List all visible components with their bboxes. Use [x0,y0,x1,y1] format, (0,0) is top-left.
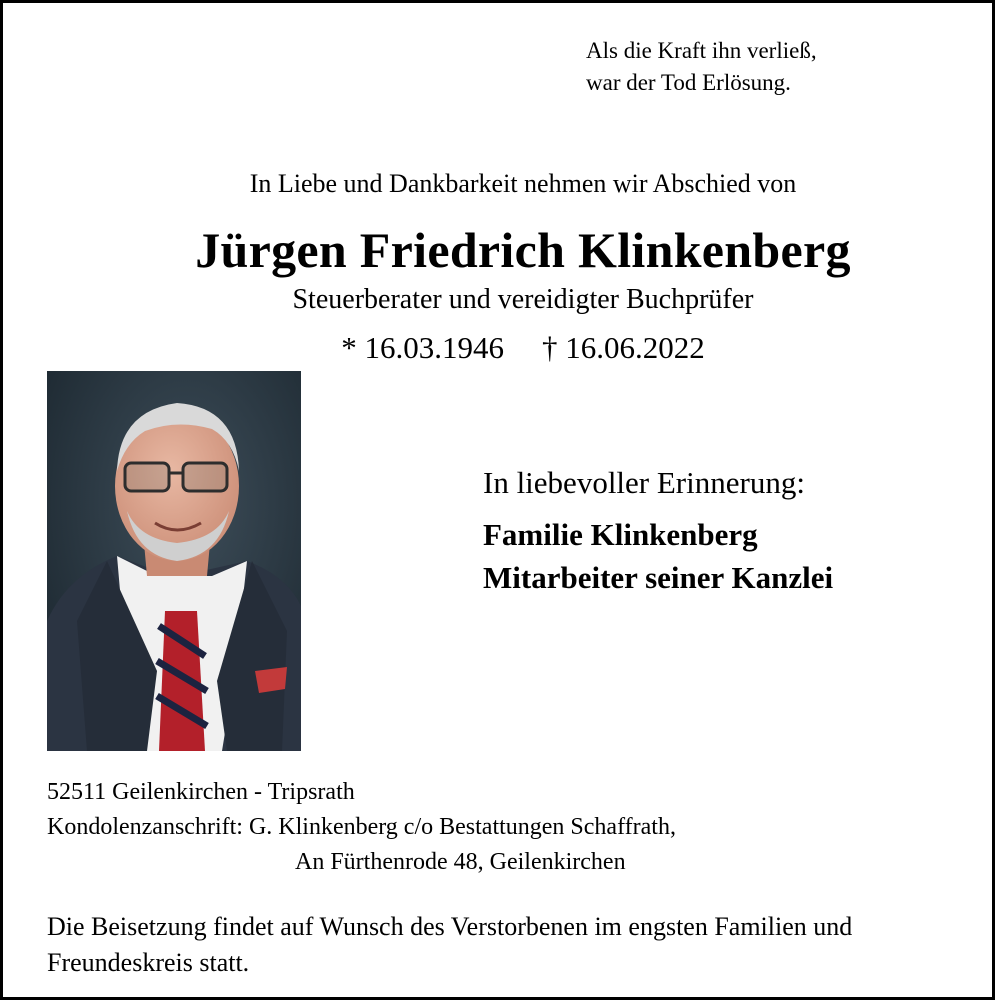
birth-date: * 16.03.1946 [341,330,504,365]
farewell-intro: In Liebe und Dankbarkeit nehmen wir Abschied von [249,169,797,198]
condolence-address-line-1: Kondolenzanschrift: G. Klinkenberg c/o Bestattungen Schaffrath, [47,814,676,840]
quote-line-2: war der Tod Erlösung. [586,70,791,95]
remembrance-heading: In liebevoller Erinnerung: [483,465,805,500]
deceased-name: Jürgen Friedrich Klinkenberg [195,222,851,278]
deceased-profession: Steuerberater und vereidigter Buchprüfer [292,284,754,315]
mourner-staff: Mitarbeiter seiner Kanzlei [483,560,834,595]
condolence-address-line-2: An Fürthenrode 48, Geilenkirchen [295,849,626,875]
mourners-list [483,513,833,599]
place-line: 52511 Geilenkirchen - Tripsrath [47,779,355,805]
memorial-quote [586,35,817,99]
burial-note: Die Beisetzung findet auf Wunsch des Verstorbenen im engsten Familien und Freundeskreis statt. [47,912,853,977]
death-date: † 16.06.2022 [542,330,705,365]
quote-line-1: Als die Kraft ihn verließ, [586,38,817,63]
portrait-illustration [47,371,301,751]
mourner-family: Familie Klinkenberg [483,517,758,552]
address-block [47,775,676,880]
portrait-photo [47,371,301,751]
life-dates [3,330,995,366]
